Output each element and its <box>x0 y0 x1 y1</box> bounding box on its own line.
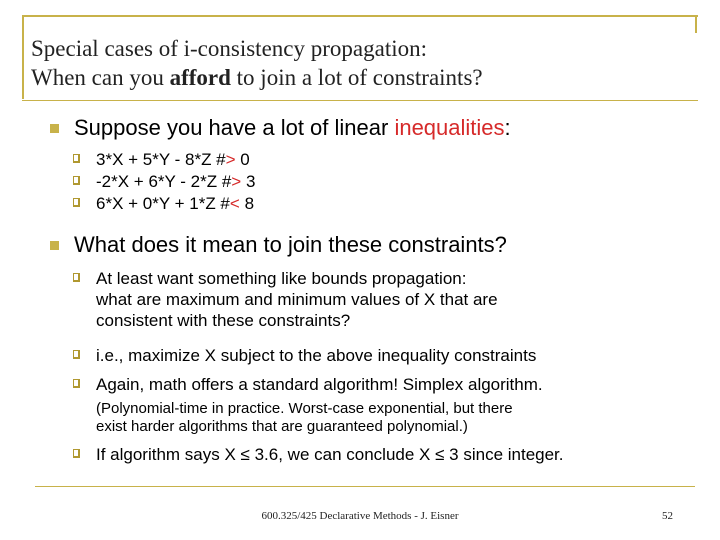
hollow-square-bullet-icon <box>73 273 80 282</box>
inequality-lhs: 6*X + 0*Y + 1*Z # <box>96 194 230 213</box>
inequality-lhs: -2*X + 6*Y - 2*Z # <box>96 172 232 191</box>
inequality-text <box>96 149 250 170</box>
sub-item-line: consistent with these constraints? <box>96 311 351 330</box>
square-bullet-icon <box>50 241 59 250</box>
sub-item-line: At least want something like bounds propagation: <box>96 269 467 288</box>
title-frame-right-rule <box>695 15 697 33</box>
hollow-square-bullet-icon <box>73 198 80 207</box>
inequality-lhs: 3*X + 5*Y - 8*Z # <box>96 150 226 169</box>
sub-item-line: what are maximum and minimum values of X that are <box>96 290 498 309</box>
bullet-text: What does it mean to join these constraints? <box>74 232 507 257</box>
bullet-text-pre: Suppose you have a lot of linear <box>74 115 395 140</box>
highlight-word: inequalities <box>394 115 505 140</box>
page-number: 52 <box>662 510 673 522</box>
inequality-operator: > <box>225 150 236 169</box>
title-frame-left-rule <box>22 15 24 99</box>
title-emphasis: afford <box>169 65 231 90</box>
footer-course-label: 600.325/425 Declarative Methods - J. Eisner <box>261 510 459 522</box>
footer-rule <box>35 486 695 487</box>
title-frame-top-rule <box>22 15 698 17</box>
title-line-2-post: to join a lot of constraints? <box>230 65 483 90</box>
title-line-1: Special cases of i-consistency propagation: <box>31 36 427 61</box>
sub-item-text: i.e., maximize X subject to the above inequality constraints <box>96 346 537 365</box>
inequality-rhs: 8 <box>239 194 255 213</box>
hollow-square-bullet-icon <box>73 350 80 359</box>
title-divider <box>22 100 698 101</box>
hollow-square-bullet-icon <box>73 379 80 388</box>
inequality-text <box>96 193 254 214</box>
square-bullet-icon <box>50 124 59 133</box>
hollow-square-bullet-icon <box>73 449 80 458</box>
inequality-rhs: 0 <box>235 150 250 169</box>
bullet-text-post: : <box>504 115 511 140</box>
slide-title <box>31 34 691 92</box>
inequality-rhs: 3 <box>241 172 256 191</box>
bullet-text <box>74 115 511 141</box>
hollow-square-bullet-icon <box>73 154 80 163</box>
title-line-2 <box>31 63 691 92</box>
simplex-note-line: (Polynomial-time in practice. Worst-case exponential, but there <box>96 400 513 417</box>
inequality-text <box>96 171 255 192</box>
inequality-operator: < <box>229 194 240 213</box>
inequality-operator: > <box>231 172 242 191</box>
hollow-square-bullet-icon <box>73 176 80 185</box>
sub-item-text: If algorithm says X ≤ 3.6, we can conclude X ≤ 3 since integer. <box>96 445 564 464</box>
sub-item-text <box>96 268 696 331</box>
simplex-note-line: exist harder algorithms that are guaranteed polynomial.) <box>96 418 468 435</box>
simplex-note <box>96 400 696 436</box>
sub-item-text: Again, math offers a standard algorithm! Simplex algorithm. <box>96 375 543 394</box>
title-line-2-pre: When can you <box>31 65 170 90</box>
